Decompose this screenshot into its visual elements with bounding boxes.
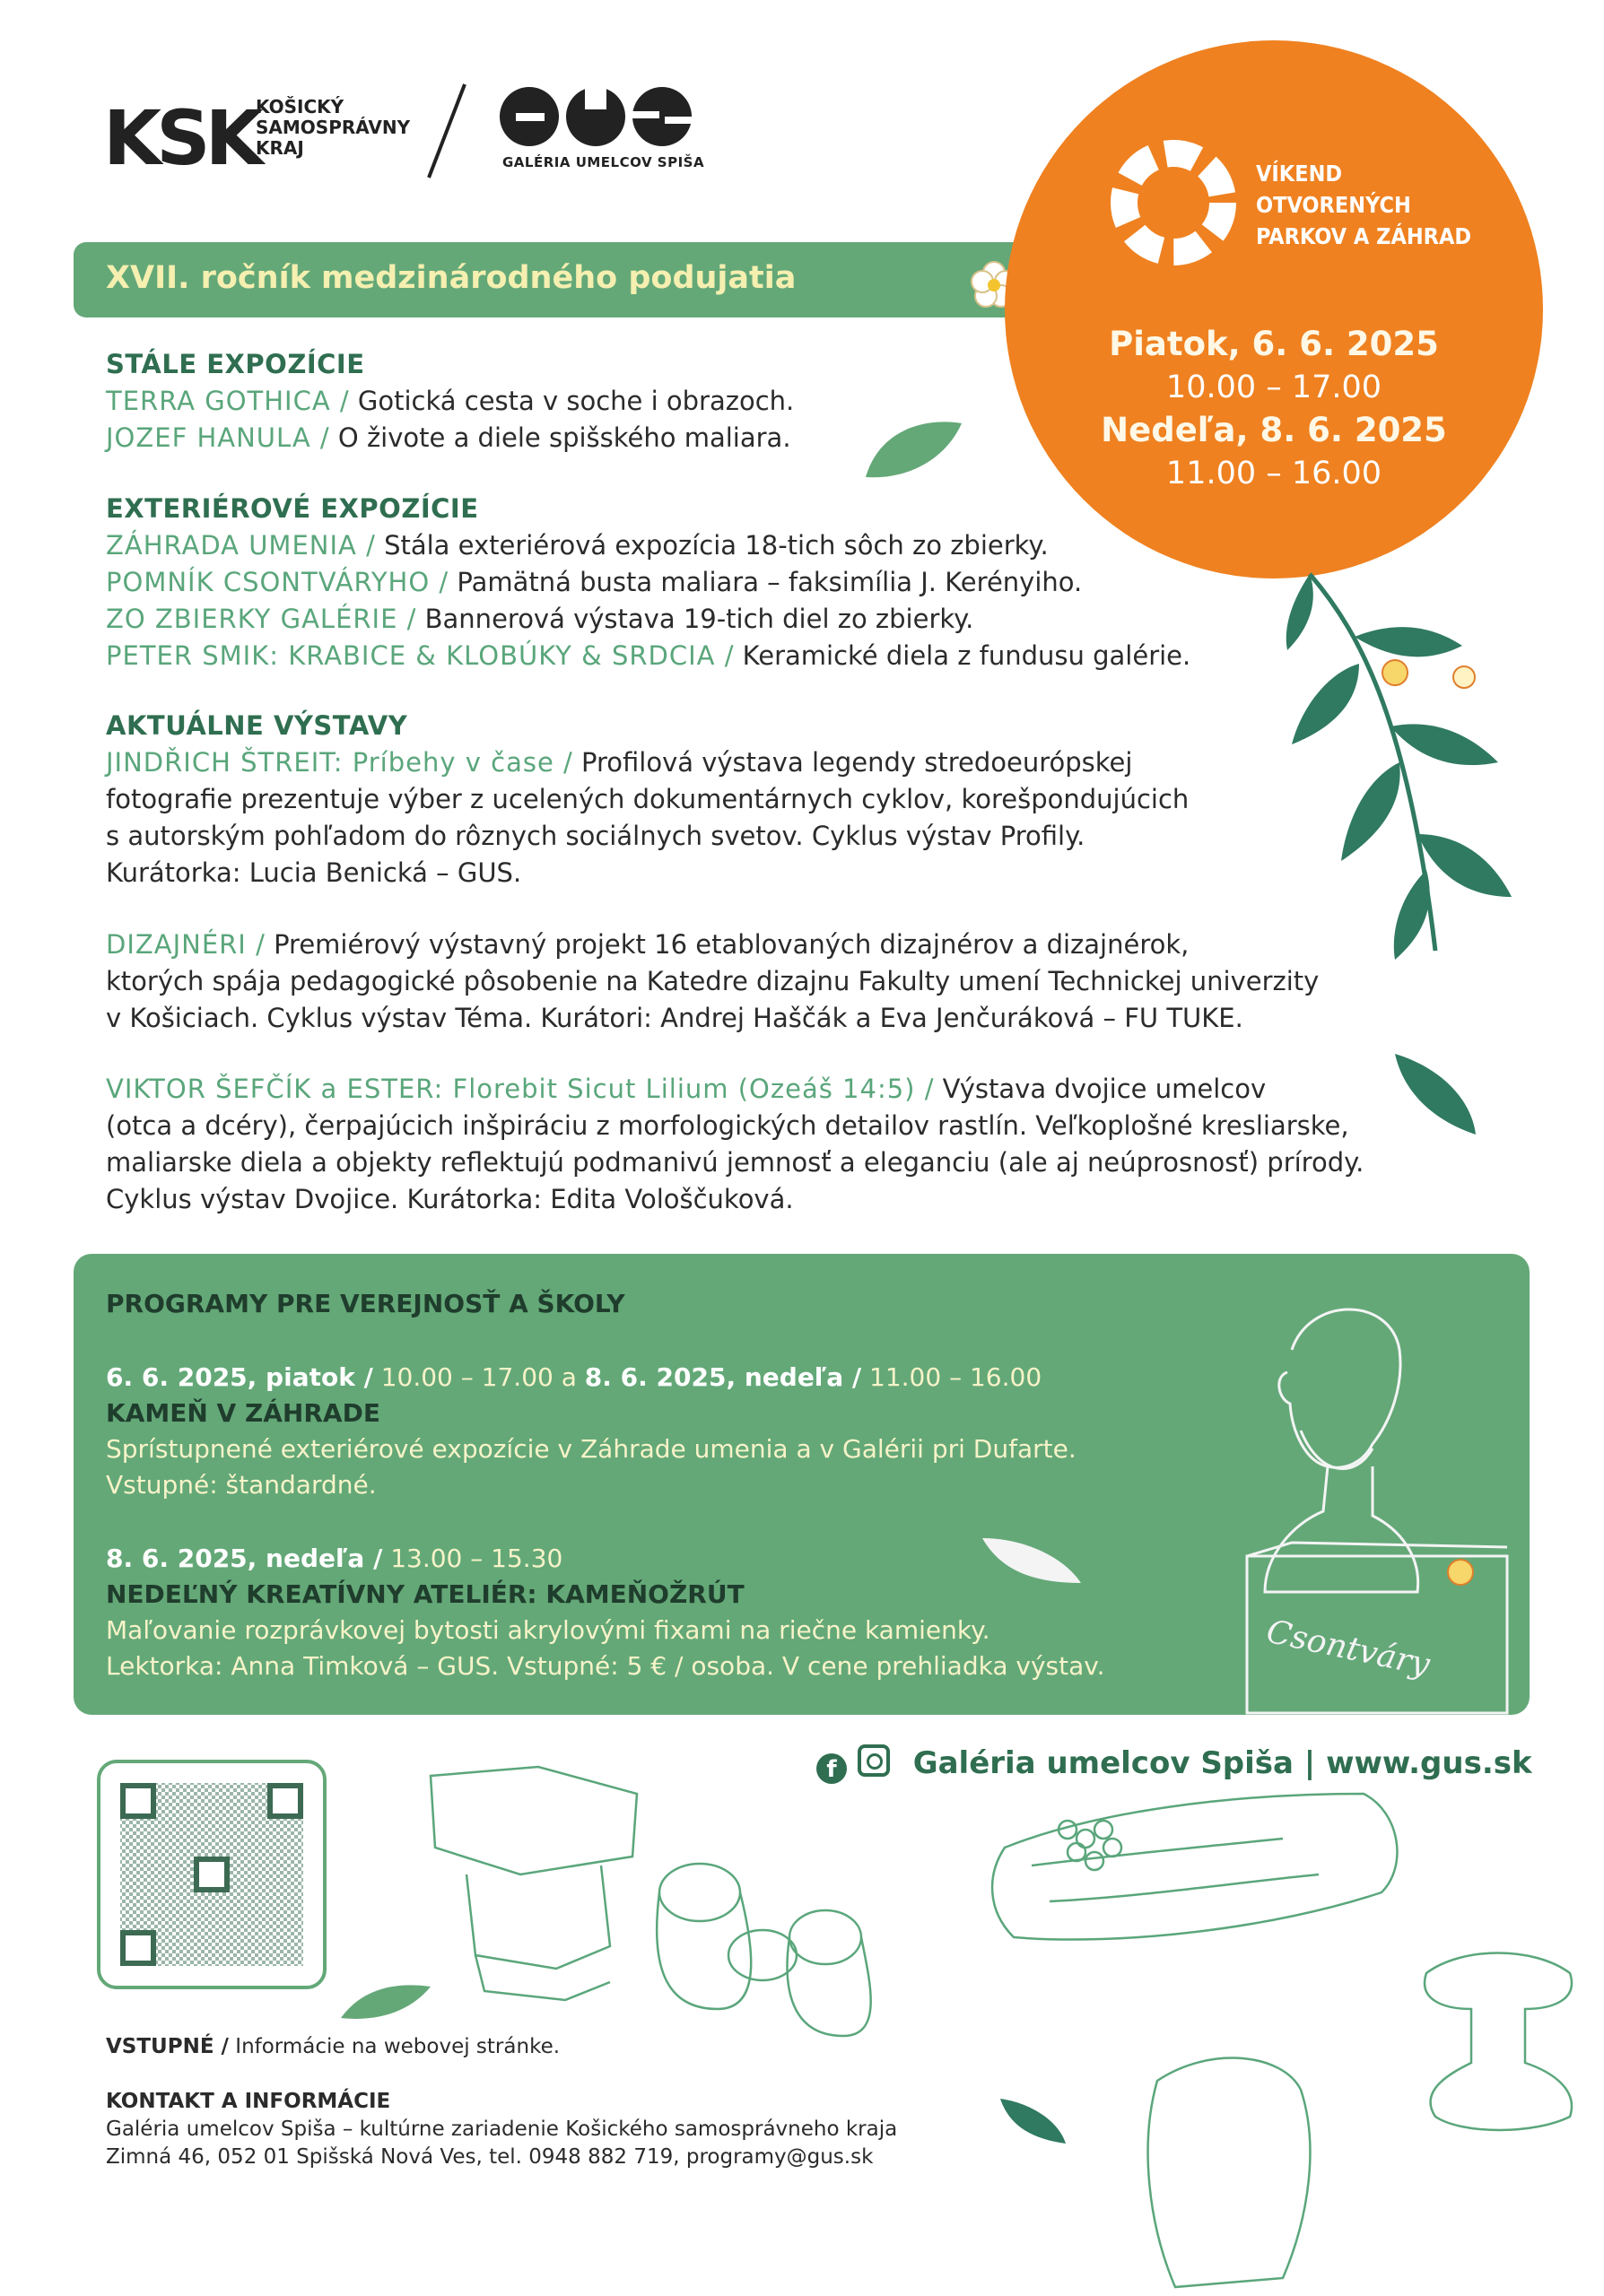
ksk-name: KOŠICKÝ SAMOSPRÁVNY KRAJ — [256, 96, 411, 159]
list-item: POMNÍK CSONTVÁRYHO / Pamätná busta maliara – faksimília J. Kerényiho. — [106, 567, 1083, 597]
gus-logo[interactable] — [498, 86, 695, 152]
ksk-logo-mark: KSK — [103, 94, 258, 182]
list-item: ZO ZBIERKY GALÉRIE / Bannerová výstava 19-tich diel zo zbierky. — [106, 604, 974, 634]
leaf-icon — [996, 2094, 1068, 2148]
list-item: ZÁHRADA UMENIA / Stála exteriérová expozícia 18-tich sôch zo zbierky. — [106, 530, 1049, 561]
event-dates — [1041, 323, 1507, 495]
facebook-icon[interactable]: f — [816, 1753, 847, 1784]
social-text[interactable]: Galéria umelcov Spiša | www.gus.sk — [912, 1745, 1532, 1781]
leaf-icon — [1390, 1049, 1480, 1139]
event-title: VÍKEND OTVORENÝCH PARKOV A ZÁHRAD — [1256, 161, 1472, 249]
gus-name: GALÉRIA UMELCOV SPIŠA — [502, 154, 705, 170]
list-item: JOZEF HANULA / O živote a diele spišského maliara. — [106, 422, 791, 453]
current-heading: AKTUÁLNE VÝSTAVY — [106, 710, 408, 741]
leaf-icon — [861, 413, 969, 484]
exhibition-streit: JINDŘICH ŠTREIT: Príbehy v čase / Profilová výstava legendy stredoeurópskej fotografie prezentuje výber z ucelených dokumentárnych cyklov, korešpondujúcich s autorským pohľadom do rôznych sociálnych svetov. Cyklus výstav Profily. Kurátorka: Lucia Benická – GUS. — [106, 747, 1190, 888]
contact-block: KONTAKT A INFORMÁCIE Galéria umelcov Spiša – kultúrne zariadenie Košického samosprávneho kraja Zimná 46, 052 01 Spišská Nová Ves, tel. 0948 882 719, programy@gus.sk — [106, 2090, 898, 2169]
leaf-icon — [978, 1534, 1085, 1587]
logo-divider — [422, 81, 475, 181]
program-title: NEDEĽNÝ KREATÍVNY ATELIÉR: KAMEŇOŽRÚT — [106, 1579, 745, 1609]
gus-logo-mark — [498, 86, 695, 149]
exterior-list — [106, 527, 1190, 674]
signature: Csontváry — [1263, 1613, 1434, 1684]
list-item: TERRA GOTHICA / Gotická cesta v soche i obrazoch. — [106, 386, 795, 416]
bust-illustration — [1238, 1287, 1525, 1718]
event-logo-icon — [1103, 133, 1243, 273]
event-circle — [1005, 40, 1543, 578]
edition-banner-text: XVII. ročník medzinárodného podujatia — [106, 260, 797, 296]
branch-decoration — [1256, 565, 1525, 960]
leaf-icon — [336, 1978, 435, 2022]
programs-heading: PROGRAMY PRE VEREJNOSŤ A ŠKOLY — [106, 1289, 625, 1318]
permanent-list — [106, 383, 794, 457]
ksk-logo[interactable] — [103, 94, 258, 182]
permanent-heading: STÁLE EXPOZÍCIE — [106, 349, 365, 379]
list-item: PETER SMIK: KRABICE & KLOBÚKY & SRDCIA / Keramické diela z fundusu galérie. — [106, 640, 1191, 671]
event-day1-time: 10.00 – 17.00 — [1165, 370, 1382, 405]
program-title: KAMEŇ V ZÁHRADE — [106, 1398, 380, 1428]
event-day2-time: 11.00 – 16.00 — [1165, 456, 1382, 491]
ceramics-illustration — [422, 1740, 1588, 2296]
contact-heading: KONTAKT A INFORMÁCIE — [106, 2090, 391, 2113]
exterior-heading: EXTERIÉROVÉ EXPOZÍCIE — [106, 493, 479, 524]
qr-code-icon — [100, 1763, 323, 1986]
event-day2: Nedeľa, 8. 6. 2025 — [1101, 411, 1447, 449]
program-atelier: 8. 6. 2025, nedeľa / 13.00 – 15.30 NEDEĽNÝ KREATÍVNY ATELIÉR: KAMEŇOŽRÚT Maľovanie rozprávkovej bytosti akrylovými fixami na riečne kamienky. Lektorka: Anna Timková – GUS. Vstupné: 5 € / osoba. V cene prehliadka výstav. — [106, 1544, 1105, 1681]
exhibition-sefcik: VIKTOR ŠEFČÍK a ESTER: Florebit Sicut Lilium (Ozeáš 14:5) / Výstava dvojice umelcov (otca a dcéry), čerpajúcich inšpiráciu z morfologických detailov rastlín. Veľkoplošné kresliarske, maliarske diela a objekty reflektujú podmanivú jemnosť a eleganciu (ale aj neúprosnosť) prírody. Cyklus výstav Dvojice. Kurátorka: Edita Vološčuková. — [106, 1074, 1364, 1214]
entry-info: VSTUPNÉ / Informácie na webovej stránke. — [106, 2035, 561, 2058]
exhibition-dizajneri: DIZAJNÉRI / Premiérový výstavný projekt 16 etablovaných dizajnérov a dizajnérok, ktorých spája pedagogické pôsobenie na Katedre dizajnu Fakulty umení Technickej univerzity v Košiciach. Cyklus výstav Téma. Kurátori: Andrej Haščák a Eva Jenčuráková – FU TUKE. — [106, 929, 1320, 1033]
event-day1: Piatok, 6. 6. 2025 — [1109, 325, 1439, 363]
qr-code[interactable] — [97, 1760, 327, 1989]
program-kamen: 6. 6. 2025, piatok / 10.00 – 17.00 a 8. 6. 2025, nedeľa / 11.00 – 16.00 KAMEŇ V ZÁHRADE Sprístupnené exteriérové expozície v Záhrade umenia a v Galérii pri Dufarte. Vstupné: štandardné. — [106, 1362, 1077, 1500]
edition-banner — [74, 242, 1060, 317]
